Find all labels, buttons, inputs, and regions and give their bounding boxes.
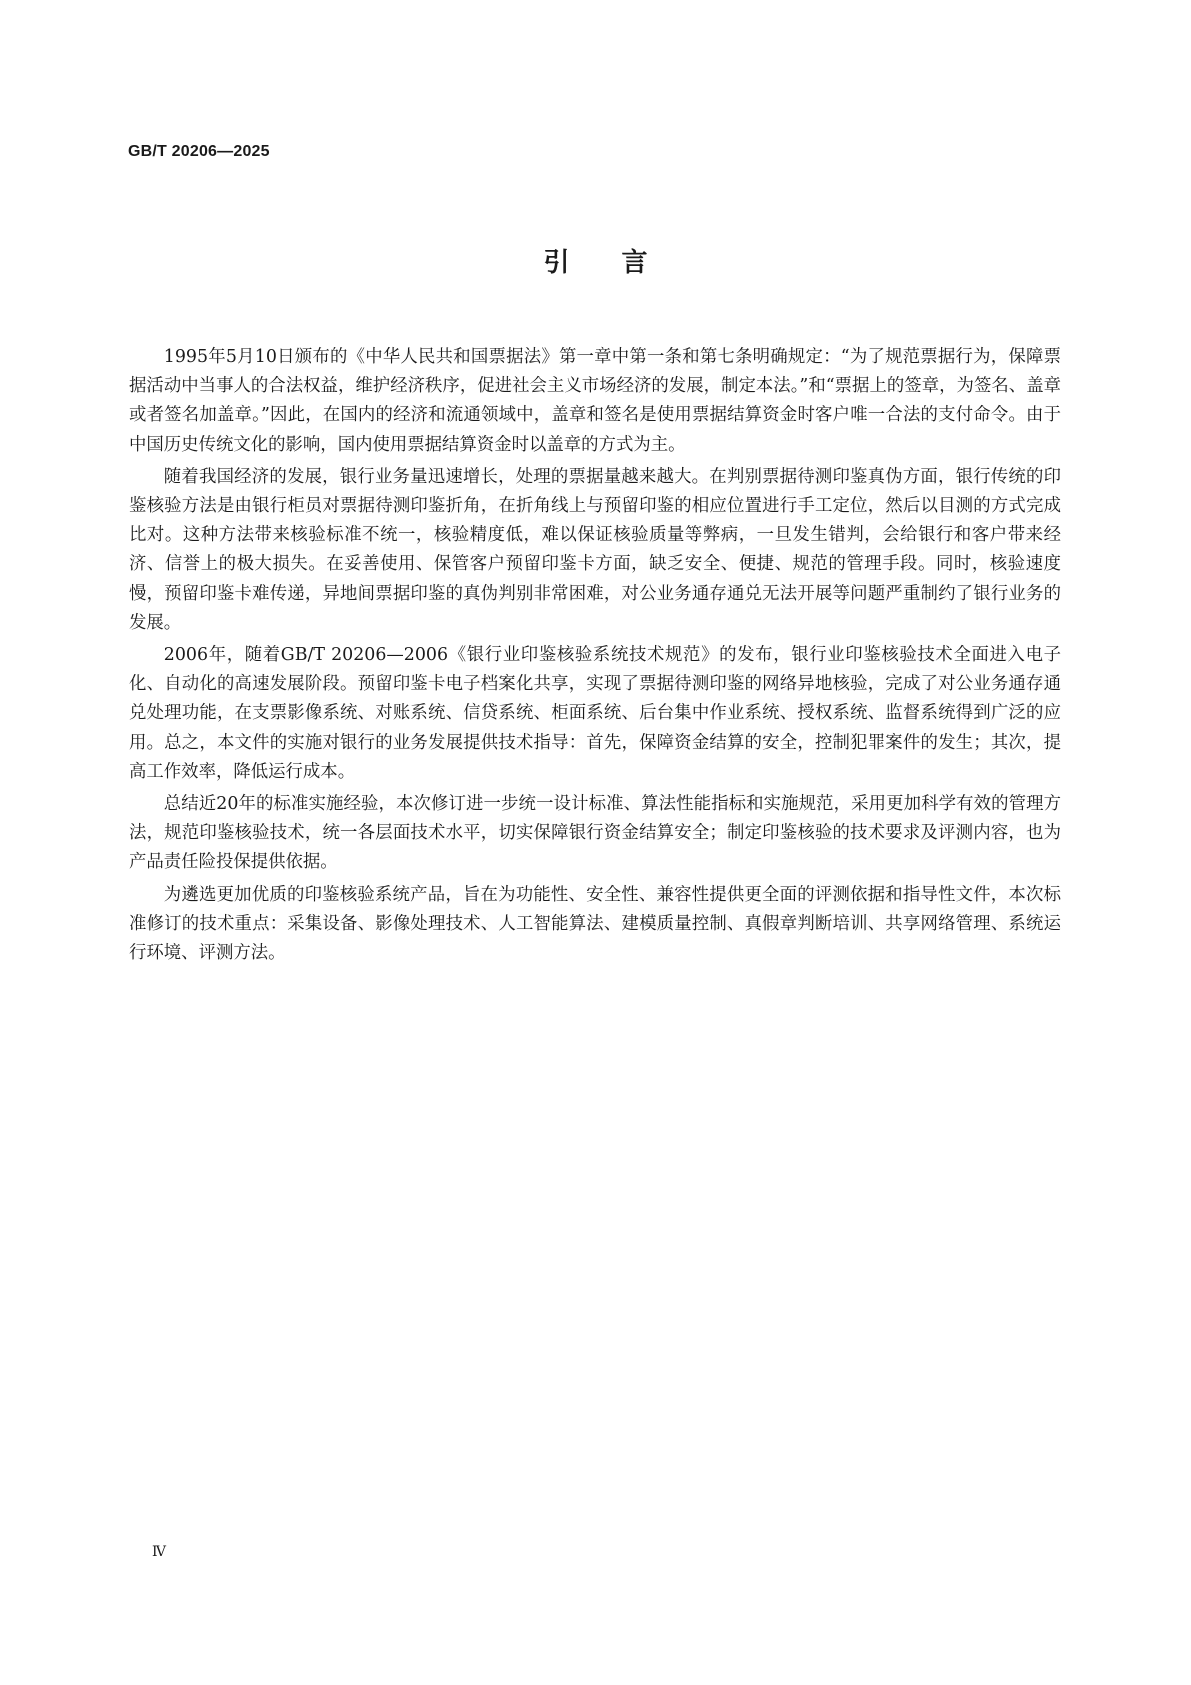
page-number: Ⅳ xyxy=(152,1544,166,1560)
paragraph-4: 总结近20年的标准实施经验，本次修订进一步统一设计标准、算法性能指标和实施规范，采用更加科学有效的管理方法，规范印鉴核验技术，统一各层面技术水平，切实保障银行资金结算安全；制定印鉴核验的技术要求及评测内容，也为产品责任险投保提供依据。 xyxy=(129,794,1061,873)
document-code: GB/T 20206—2025 xyxy=(128,143,270,160)
paragraph-1: 1995年5月10日颁布的《中华人民共和国票据法》第一章中第一条和第七条明确规定：“为了规范票据行为，保障票据活动中当事人的合法权益，维护经济秩序，促进社会主义市场经济的发展，制定本法。”和“票据上的签章，为签名、盖章或者签名加盖章。”因此，在国内的经济和流通领域中，盖章和签名是使用票据结算资金时客户唯一合法的支付命令。由于中国历史传统文化的影响，国内使用票据结算资金时以盖章的方式为主。 xyxy=(129,347,1061,455)
document-body xyxy=(129,343,1061,971)
paragraph-3: 2006年，随着GB/T 20206—2006《银行业印鉴核验系统技术规范》的发布，银行业印鉴核验技术全面进入电子化、自动化的高速发展阶段。预留印鉴卡电子档案化共享，实现了票据待测印鉴的网络异地核验，完成了对公业务通存通兑处理功能，在支票影像系统、对账系统、信贷系统、柜面系统、后台集中作业系统、授权系统、监督系统得到广泛的应用。总之，本文件的实施对银行的业务发展提供技术指导：首先，保障资金结算的安全，控制犯罪案件的发生；其次，提高工作效率，降低运行成本。 xyxy=(129,645,1061,782)
paragraph-2: 随着我国经济的发展，银行业务量迅速增长，处理的票据量越来越大。在判别票据待测印鉴真伪方面，银行传统的印鉴核验方法是由银行柜员对票据待测印鉴折角，在折角线上与预留印鉴的相应位置进行手工定位，然后以目测的方式完成比对。这种方法带来核验标准不统一，核验精度低，难以保证核验质量等弊病，一旦发生错判，会给银行和客户带来经济、信誉上的极大损失。在妥善使用、保管客户预留印鉴卡方面，缺乏安全、便捷、规范的管理手段。同时，核验速度慢，预留印鉴卡难传递，异地间票据印鉴的真伪判别非常困难，对公业务通存通兑无法开展等问题严重制约了银行业务的发展。 xyxy=(129,466,1061,633)
section-title: 引言 xyxy=(543,248,700,278)
paragraph-5: 为遴选更加优质的印鉴核验系统产品，旨在为功能性、安全性、兼容性提供更全面的评测依据和指导性文件，本次标准修订的技术重点：采集设备、影像处理技术、人工智能算法、建模质量控制、真假章判断培训、共享网络管理、系统运行环境、评测方法。 xyxy=(129,884,1061,964)
